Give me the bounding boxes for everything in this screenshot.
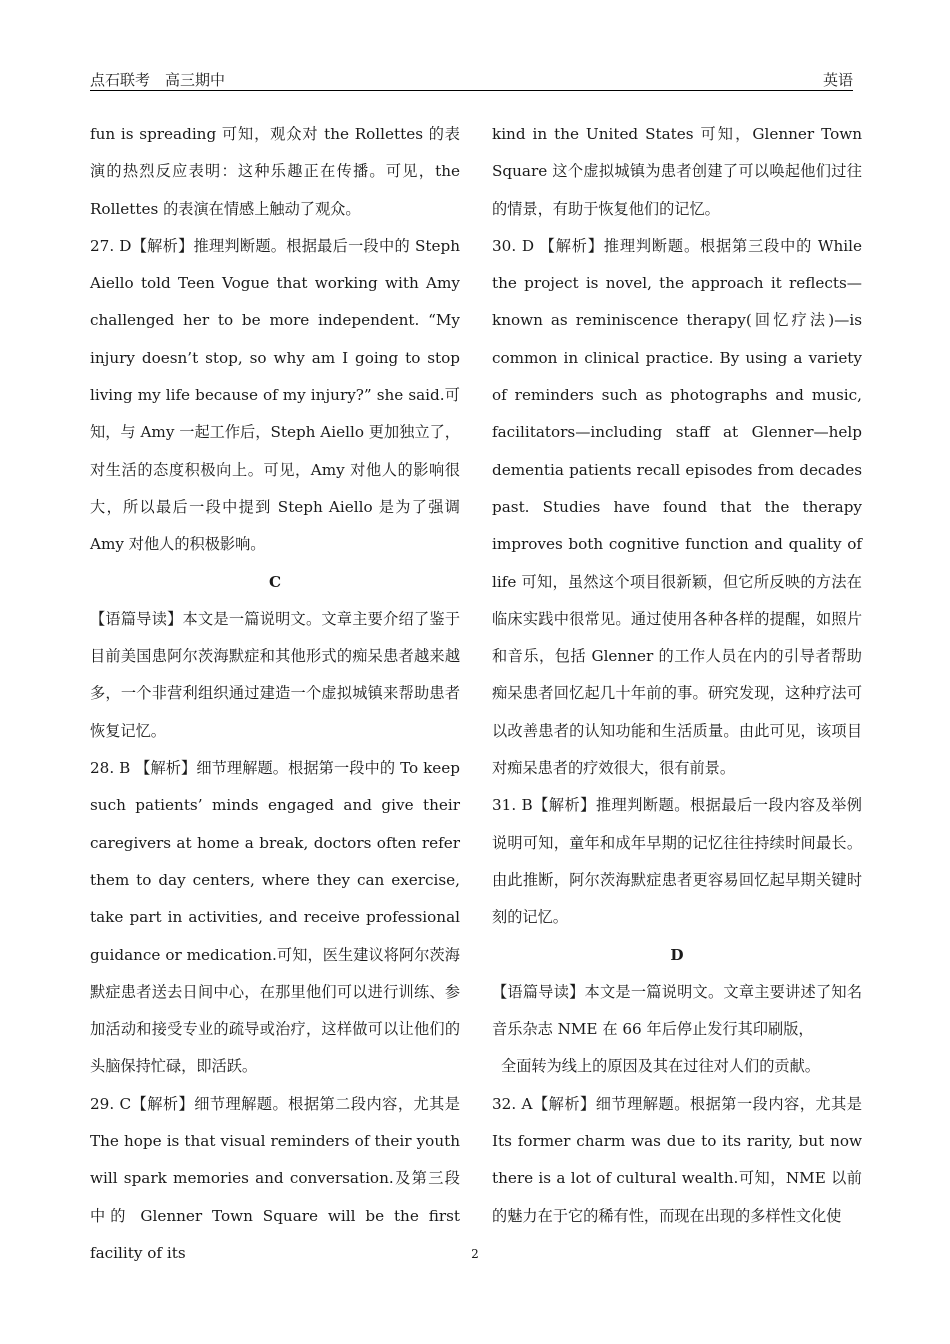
page-number: 2 — [471, 1247, 479, 1261]
reading-guide-c: 【语篇导读】本文是一篇说明文。文章主要介绍了鉴于目前美国患阿尔茨海默症和其他形式的痴呆患者越来越多，一个非营利组织通过建造一个虚拟城镇来帮助患者恢复记忆。 — [90, 609, 460, 740]
answer-30: 30. D 【解析】推理判断题。根据第三段中的 While the project is novel, the approach it reflects—known as reminiscence therapy(回忆疗法)—is common in clinical practice. By using a variety of reminders such as photographs and music, facilitators—including staff at Glenner—help dementia patients recall episodes from decades past. Studies have found that the therapy improves both cognitive function and quality of life 可知，虽然这个项目很新颖，但它所反映的方法在临床实践中很常见。通过使用各种各样的提醒，如照片和音乐，包括 Glenner 的工作人员在内的引导者帮助痴呆患者回忆起几十年前的事。研究发现，这种疗法可以改善患者的认知功能和生活质量。由此可见，该项目对痴呆患者的疗效很大，很有前景。 — [492, 236, 862, 778]
reading-guide-d-continued: 全面转为线上的原因及其在过往对人们的贡献。 — [501, 1057, 820, 1076]
answer-28: 28. B 【解析】细节理解题。根据第一段中的 To keep such patients’ minds engaged and give their caregivers at home a break, doctors often refer them to day centers, where they can exercise, take part in activities, and receive professional guidance or medication.可知，医生建议将阿尔茨海默症患者送去日间中心，在那里他们可以进行训练、参加活动和接受专业的疏导或治疗，这样做可以让他们的头脑保持忙碌，即活跃。 — [90, 759, 460, 1076]
reading-guide-d: 【语篇导读】本文是一篇说明文。文章主要讲述了知名音乐杂志 NME 在 66 年后停止发行其印刷版， — [492, 982, 862, 1039]
left-column — [90, 116, 460, 1272]
paragraph: kind in the United States 可知，Glenner Town Square 这个虚拟城镇为患者创建了可以唤起他们过往的情景，有助于恢复他们的记忆。 — [492, 125, 862, 218]
answer-27: 27. D【解析】推理判断题。根据最后一段中的 Steph Aiello told Teen Vogue that working with Amy challenged her to be more independent. “My injury doesn’t stop, so why am I going to stop living my life because of my injury?” she said.可知，与 Amy 一起工作后，Steph Aiello 更加独立了，对生活的态度积极向上。可见，Amy 对他人的影响很大，所以最后一段中提到 Steph Aiello 是为了强调 Amy 对他人的积极影响。 — [90, 236, 460, 554]
page-header — [90, 70, 853, 91]
section-heading-d: D — [670, 945, 684, 964]
answer-32: 32. A【解析】细节理解题。根据第一段内容，尤其是 Its former charm was due to its rarity, but now there is a lot of cultural wealth.可知，NME 以前的魅力在于它的稀有性，而现在出现的多样性文化使 — [492, 1094, 862, 1225]
header-right: 英语 — [822, 71, 853, 89]
section-heading-c: C — [268, 572, 282, 591]
right-column — [492, 116, 862, 1235]
paragraph: fun is spreading 可知，观众对 the Rollettes 的表演的热烈反应表明：这种乐趣正在传播。可见，the Rollettes 的表演在情感上触动了观众。 — [90, 125, 460, 218]
header-left: 点石联考 高三期中 — [90, 71, 226, 89]
answer-31: 31. B【解析】推理判断题。根据最后一段内容及举例说明可知，童年和成年早期的记忆往往持续时间最长。由此推断，阿尔茨海默症患者更容易回忆起早期关键时刻的记忆。 — [492, 796, 862, 927]
answer-29: 29. C【解析】细节理解题。根据第二段内容，尤其是 The hope is that visual reminders of their youth will spark memories and conversation.及第三段中的 Glenner Town Square will be the first facility of its — [90, 1094, 460, 1262]
